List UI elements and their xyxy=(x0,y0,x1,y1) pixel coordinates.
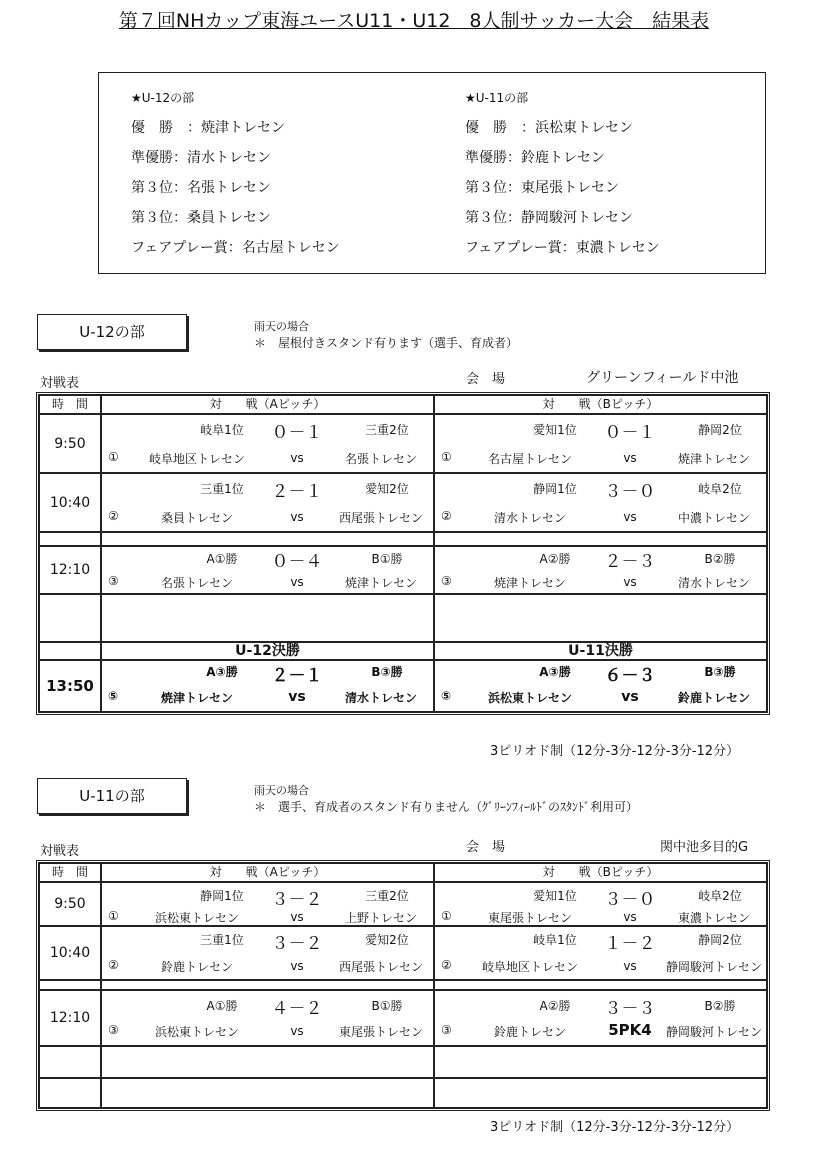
team-name-left: 名古屋トレセン xyxy=(487,452,572,466)
u12-row-3-match-a xyxy=(101,546,434,594)
u11-row-3-match-b xyxy=(434,990,767,1046)
summary-u12-header: ★U-12の部 xyxy=(131,91,195,105)
match-number: ⑤ xyxy=(108,689,119,703)
u12-row-3 xyxy=(39,546,767,594)
team-seed-right: 愛知2位 xyxy=(365,933,409,947)
u11-row-3-time: 12:10 xyxy=(39,990,101,1046)
versus-label: vs xyxy=(290,959,304,973)
versus-label: vs xyxy=(623,959,637,973)
team-seed-right: 岐阜2位 xyxy=(698,482,742,496)
team-seed-left: A①勝 xyxy=(206,552,238,566)
match-score: ０－１ xyxy=(271,423,323,443)
match-number: ① xyxy=(441,450,452,464)
team-name-right: 焼津トレセン xyxy=(344,576,417,590)
u12-row-2 xyxy=(39,473,767,532)
u11-row-2-match-b xyxy=(434,926,767,980)
u11-row-1-match-a xyxy=(101,882,434,926)
team-name-right: 清水トレセン xyxy=(677,576,750,590)
u11-row-1-time: 9:50 xyxy=(39,882,101,926)
team-seed-right: 岐阜2位 xyxy=(698,889,742,903)
team-name-right: 西尾張トレセン xyxy=(338,511,423,525)
u12-header-pitch-b: 対 戦（Bピッチ） xyxy=(434,395,767,414)
u11-row-3-match-a xyxy=(101,990,434,1046)
team-name-right: 静岡駿河トレセン xyxy=(665,960,762,974)
summary-u12-fairplay: フェアプレー賞：名古屋トレセン xyxy=(131,240,340,256)
versus-label: vs xyxy=(290,510,304,524)
team-name-right: 鈴鹿トレセン xyxy=(677,691,750,705)
versus-label: vs xyxy=(290,575,304,589)
team-seed-left: 愛知1位 xyxy=(533,889,577,903)
match-number: ③ xyxy=(108,574,119,588)
u12-final-header-row xyxy=(39,642,767,660)
u12-header-pitch-a: 対 戦（Aピッチ） xyxy=(101,395,434,414)
u11-header-pitch-a: 対 戦（Aピッチ） xyxy=(101,863,434,882)
team-seed-right: 三重2位 xyxy=(365,889,409,903)
team-name-left: 焼津トレセン xyxy=(493,576,566,590)
u12-row-1-match-a xyxy=(101,414,434,473)
summary-u11-header: ★U-11の部 xyxy=(465,91,529,105)
team-seed-right: B③勝 xyxy=(371,665,403,679)
match-number: ① xyxy=(441,909,452,923)
match-number: ③ xyxy=(441,574,452,588)
team-name-right: 東濃トレセン xyxy=(677,911,750,925)
team-seed-right: B②勝 xyxy=(704,552,736,566)
summary-u12 xyxy=(131,89,340,263)
team-name-left: 名張トレセン xyxy=(160,576,233,590)
summary-u11-fairplay: フェアプレー賞：東濃トレセン xyxy=(465,240,660,256)
team-name-right: 静岡駿河トレセン xyxy=(665,1025,762,1039)
team-seed-right: B③勝 xyxy=(704,665,736,679)
team-seed-right: B②勝 xyxy=(704,999,736,1013)
versus-label: vs xyxy=(290,910,304,924)
u12-venue: グリーンフィールド中池 xyxy=(586,370,739,386)
versus-label: vs xyxy=(621,689,639,705)
match-score: ２－１ xyxy=(271,666,323,686)
u11-final-label: U-11決勝 xyxy=(434,642,767,660)
u12-row-1-time: 9:50 xyxy=(39,414,101,473)
u12-final-row xyxy=(39,660,767,712)
team-name-right: 名張トレセン xyxy=(344,452,417,466)
team-name-left: 鈴鹿トレセン xyxy=(160,960,233,974)
match-score: ０－４ xyxy=(271,552,323,572)
page-title: 第７回NHカップ東海ユースU11・U12 8人制サッカー大会 結果表 xyxy=(118,10,710,32)
match-score: ２－３ xyxy=(604,552,656,572)
team-seed-left: A②勝 xyxy=(539,552,571,566)
team-seed-left: A②勝 xyxy=(539,999,571,1013)
versus-label: vs xyxy=(623,510,637,524)
u12-row-2-match-b xyxy=(434,473,767,532)
match-score: ４－２ xyxy=(271,999,323,1019)
team-name-left: 岐阜地区トレセン xyxy=(148,452,245,466)
final-match-b xyxy=(434,660,767,712)
u12-schedule-label: 対戦表 xyxy=(40,376,80,391)
match-number: ③ xyxy=(441,1023,452,1037)
match-number: ⑤ xyxy=(441,689,452,703)
u11-empty-row-1 xyxy=(39,1046,767,1078)
team-seed-right: B①勝 xyxy=(371,999,403,1013)
team-name-left: 東尾張トレセン xyxy=(487,911,572,925)
u12-rain-title: 雨天の場合 xyxy=(254,320,309,333)
summary-u11-third-1: 第３位：東尾張トレセン xyxy=(465,180,619,196)
team-name-left: 清水トレセン xyxy=(493,511,566,525)
team-seed-left: 静岡1位 xyxy=(533,482,577,496)
final-match-a xyxy=(101,660,434,712)
match-number: ① xyxy=(108,909,119,923)
u11-schedule-table xyxy=(36,860,770,1111)
summary-u11-winner: 優 勝 ：浜松東トレセン xyxy=(465,120,633,136)
u11-rain-note: ＊ 選手、育成者のスタンド有りません（ｸﾞﾘｰﾝﾌｨｰﾙﾄﾞのｽﾀﾝﾄﾞ利用可） xyxy=(254,800,639,814)
match-score: ３－２ xyxy=(271,890,323,910)
team-seed-right: B①勝 xyxy=(371,552,403,566)
u11-row-1-match-b xyxy=(434,882,767,926)
match-score: ２－１ xyxy=(271,482,323,502)
team-seed-right: 静岡2位 xyxy=(698,933,742,947)
u11-period-note: 3ピリオド制（12分-3分-12分-3分-12分） xyxy=(490,1120,740,1135)
match-score: １－２ xyxy=(604,934,656,954)
pk-result: 5PK4 xyxy=(608,1021,652,1039)
summary-u12-runnerup: 準優勝：清水トレセン xyxy=(131,150,271,166)
match-number: ② xyxy=(108,509,119,523)
team-name-left: 焼津トレセン xyxy=(160,691,233,705)
match-number: ② xyxy=(108,958,119,972)
u11-venue: 関中池多目的G xyxy=(660,840,749,855)
u12-row-1-match-b xyxy=(434,414,767,473)
u11-gap-row xyxy=(39,980,767,990)
team-seed-left: A①勝 xyxy=(206,999,238,1013)
match-number: ① xyxy=(108,450,119,464)
team-name-right: 焼津トレセン xyxy=(677,452,750,466)
u12-venue-label: 会 場 xyxy=(466,372,506,387)
match-score: ６－３ xyxy=(604,666,656,686)
team-name-left: 浜松東トレセン xyxy=(487,691,572,705)
u11-row-2-time: 10:40 xyxy=(39,926,101,980)
summary-u11 xyxy=(465,89,660,263)
u12-period-note: 3ピリオド制（12分-3分-12分-3分-12分） xyxy=(490,744,740,759)
team-seed-right: 静岡2位 xyxy=(698,423,742,437)
u11-row-2-match-a xyxy=(101,926,434,980)
versus-label: vs xyxy=(288,689,306,705)
team-seed-right: 三重2位 xyxy=(365,423,409,437)
versus-label: vs xyxy=(290,1024,304,1038)
u11-section-label: U-11の部 xyxy=(37,778,187,814)
team-seed-left: A③勝 xyxy=(539,665,571,679)
match-score: ０－１ xyxy=(604,423,656,443)
versus-label: vs xyxy=(623,451,637,465)
summary-u11-runnerup: 準優勝：鈴鹿トレセン xyxy=(465,150,605,166)
u11-row-2 xyxy=(39,926,767,980)
u12-header-time: 時 間 xyxy=(39,395,101,414)
u12-rain-note: ＊ 屋根付きスタンド有ります（選手、育成者） xyxy=(254,336,519,350)
team-seed-left: 三重1位 xyxy=(200,933,244,947)
u12-row-3-match-b xyxy=(434,546,767,594)
team-name-right: 中濃トレセン xyxy=(677,511,750,525)
team-seed-right: 愛知2位 xyxy=(365,482,409,496)
final-time: 13:50 xyxy=(39,660,101,712)
u11-rain-title: 雨天の場合 xyxy=(254,784,309,797)
summary-u12-winner: 優 勝 ：焼津トレセン xyxy=(131,120,285,136)
team-seed-left: 愛知1位 xyxy=(533,423,577,437)
u12-empty-row xyxy=(39,594,767,642)
u11-header-pitch-b: 対 戦（Bピッチ） xyxy=(434,863,767,882)
team-name-left: 桑員トレセン xyxy=(160,511,233,525)
team-name-left: 浜松東トレセン xyxy=(154,1025,239,1039)
results-summary xyxy=(98,72,766,274)
u11-row-3 xyxy=(39,990,767,1046)
u11-venue-label: 会 場 xyxy=(466,840,506,855)
u12-final-label: U-12決勝 xyxy=(101,642,434,660)
team-seed-left: 岐阜1位 xyxy=(200,423,244,437)
u11-empty-row-2 xyxy=(39,1078,767,1108)
summary-u12-third-1: 第３位：名張トレセン xyxy=(131,180,271,196)
team-seed-left: A③勝 xyxy=(206,665,238,679)
team-seed-left: 岐阜1位 xyxy=(533,933,577,947)
team-name-right: 西尾張トレセン xyxy=(338,960,423,974)
u12-gap-row xyxy=(39,532,767,546)
summary-u11-third-2: 第３位：静岡駿河トレセン xyxy=(465,210,633,226)
match-number: ② xyxy=(441,509,452,523)
team-name-right: 上野トレセン xyxy=(344,911,417,925)
team-seed-left: 三重1位 xyxy=(200,482,244,496)
team-name-left: 鈴鹿トレセン xyxy=(493,1025,566,1039)
match-number: ② xyxy=(441,958,452,972)
team-name-right: 東尾張トレセン xyxy=(338,1025,423,1039)
team-name-left: 岐阜地区トレセン xyxy=(481,960,578,974)
u12-row-2-match-a xyxy=(101,473,434,532)
u12-row-2-time: 10:40 xyxy=(39,473,101,532)
u11-row-1 xyxy=(39,882,767,926)
team-name-right: 清水トレセン xyxy=(344,691,417,705)
match-score: ３－３ xyxy=(604,999,656,1019)
team-name-left: 浜松東トレセン xyxy=(154,911,239,925)
u12-schedule-table xyxy=(36,392,770,715)
u11-schedule-label: 対戦表 xyxy=(40,844,80,859)
match-score: ３－０ xyxy=(604,890,656,910)
u12-row-1 xyxy=(39,414,767,473)
versus-label: vs xyxy=(623,575,637,589)
u11-header-time: 時 間 xyxy=(39,863,101,882)
team-seed-left: 静岡1位 xyxy=(200,889,244,903)
versus-label: vs xyxy=(290,451,304,465)
match-score: ３－２ xyxy=(271,934,323,954)
versus-label: vs xyxy=(623,910,637,924)
summary-u12-third-2: 第３位：桑員トレセン xyxy=(131,210,271,226)
match-number: ③ xyxy=(108,1023,119,1037)
match-score: ３－０ xyxy=(604,482,656,502)
u12-row-3-time: 12:10 xyxy=(39,546,101,594)
u12-section-label: U-12の部 xyxy=(37,314,187,350)
